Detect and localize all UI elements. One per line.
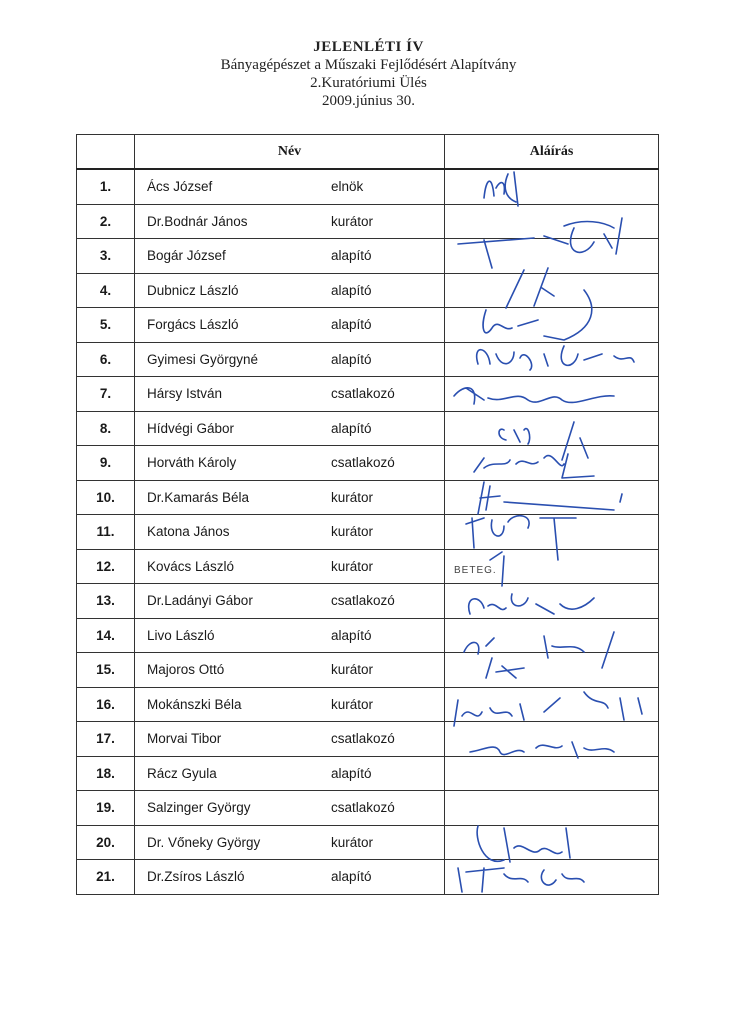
row-number: 9. [77, 446, 135, 481]
member-cell [135, 549, 445, 584]
meeting-name: 2.Kuratóriumi Ülés [310, 75, 427, 91]
member-role: kurátor [331, 524, 374, 539]
signature-cell [445, 342, 659, 377]
signature-cell [445, 618, 659, 653]
document-title: JELENLÉTI ÍV [313, 39, 424, 55]
member-name: Horváth Károly [147, 455, 237, 470]
signature-cell [445, 169, 659, 204]
member-role: alapító [331, 627, 372, 643]
member-role: csatlakozó [331, 455, 395, 470]
member-cell [135, 722, 445, 757]
table-row [77, 722, 659, 757]
member-cell [135, 756, 445, 791]
member-cell [135, 515, 445, 550]
table-row [77, 618, 659, 653]
meeting-date: 2009.június 30. [322, 93, 415, 109]
table-row [77, 446, 659, 481]
table-row [77, 584, 659, 619]
organization-name: Bányagépészet a Műszaki Fejlődésért Alapítvány [220, 57, 517, 73]
row-number: 16. [77, 687, 135, 722]
table-row [77, 515, 659, 550]
member-name: Rácz Gyula [147, 765, 217, 781]
row-number: 21. [77, 860, 135, 895]
table-row [77, 653, 659, 688]
member-cell [135, 169, 445, 204]
member-cell [135, 273, 445, 308]
signature-note-12: BETEG. [454, 565, 497, 576]
member-cell [135, 860, 445, 895]
signature-cell [445, 239, 659, 274]
row-number: 5. [77, 308, 135, 343]
row-number: 14. [77, 618, 135, 653]
signature-cell [445, 377, 659, 412]
number-column-header [77, 135, 135, 170]
table-row [77, 169, 659, 204]
member-role: csatlakozó [331, 731, 395, 746]
member-role: alapító [331, 869, 372, 884]
row-number: 15. [77, 653, 135, 688]
name-column-header: Név [135, 135, 445, 170]
member-cell [135, 239, 445, 274]
table-row [77, 239, 659, 274]
member-cell [135, 342, 445, 377]
member-role: kurátor [331, 662, 374, 677]
table-row [77, 377, 659, 412]
table-row [77, 204, 659, 239]
member-role: alapító [331, 282, 372, 298]
table-row [77, 791, 659, 826]
signature-cell [445, 308, 659, 343]
member-cell [135, 308, 445, 343]
member-name: Dr.Kamarás Béla [147, 489, 250, 505]
row-number: 11. [77, 515, 135, 550]
row-number: 10. [77, 480, 135, 515]
row-number: 6. [77, 342, 135, 377]
table-row [77, 480, 659, 515]
table-row [77, 342, 659, 377]
signature-column-header: Aláírás [445, 135, 659, 170]
member-role: kurátor [331, 213, 374, 229]
signature-cell [445, 480, 659, 515]
member-name: Majoros Ottó [147, 662, 225, 677]
signature-cell [445, 446, 659, 481]
member-role: csatlakozó [331, 800, 395, 815]
signature-cell [445, 825, 659, 860]
table-row [77, 549, 659, 584]
member-name: Mokánszki Béla [147, 696, 242, 712]
signature-cell [445, 791, 659, 826]
member-role: csatlakozó [331, 593, 395, 608]
signature-cell [445, 687, 659, 722]
member-cell [135, 446, 445, 481]
member-cell [135, 584, 445, 619]
row-number: 19. [77, 791, 135, 826]
member-name: Hársy István [147, 386, 223, 401]
member-role: alapító [331, 765, 372, 781]
member-cell [135, 377, 445, 412]
row-number: 4. [77, 273, 135, 308]
member-role: csatlakozó [331, 386, 395, 401]
signature-cell [445, 549, 659, 584]
signature-cell [445, 273, 659, 308]
member-role: kurátor [331, 834, 374, 850]
table-row [77, 273, 659, 308]
document-header [0, 38, 737, 110]
table-row [77, 756, 659, 791]
signature-cell [445, 584, 659, 619]
member-name: Forgács László [147, 317, 239, 332]
signature-cell [445, 860, 659, 895]
member-name: Ács József [147, 179, 213, 194]
member-name: Dr.Zsíros László [147, 869, 245, 884]
member-cell [135, 825, 445, 860]
member-role: alapító [331, 317, 372, 332]
row-number: 17. [77, 722, 135, 757]
member-role: alapító [331, 248, 372, 263]
table-header-row [77, 135, 659, 170]
member-name: Morvai Tibor [147, 731, 222, 746]
table-row [77, 687, 659, 722]
table-row [77, 860, 659, 895]
member-name: Dr.Bodnár János [147, 213, 248, 229]
row-number: 13. [77, 584, 135, 619]
row-number: 12. [77, 549, 135, 584]
table-row [77, 825, 659, 860]
member-name: Kovács László [147, 558, 235, 574]
row-number: 3. [77, 239, 135, 274]
member-name: Dr.Ladányi Gábor [147, 593, 253, 608]
row-number: 8. [77, 411, 135, 446]
member-role: kurátor [331, 558, 374, 574]
member-role: alapító [331, 351, 372, 367]
member-name: Livo László [147, 627, 215, 643]
row-number: 2. [77, 204, 135, 239]
member-name: Bogár József [147, 248, 226, 263]
member-role: elnök [331, 179, 364, 194]
table-row [77, 411, 659, 446]
row-number: 18. [77, 756, 135, 791]
member-role: kurátor [331, 696, 374, 712]
signature-cell [445, 411, 659, 446]
member-cell [135, 791, 445, 826]
member-cell [135, 653, 445, 688]
member-cell [135, 687, 445, 722]
member-name: Katona János [147, 524, 230, 539]
member-name: Hídvégi Gábor [147, 420, 235, 436]
signature-cell [445, 756, 659, 791]
member-role: kurátor [331, 489, 374, 505]
attendance-table [76, 134, 659, 895]
signature-cell [445, 515, 659, 550]
member-name: Dubnicz László [147, 282, 239, 298]
signature-cell [445, 722, 659, 757]
signature-cell [445, 653, 659, 688]
member-name: Gyimesi Györgyné [147, 351, 259, 367]
member-name: Salzinger György [147, 800, 251, 815]
member-cell [135, 411, 445, 446]
member-name: Dr. Vőneky György [147, 834, 261, 850]
row-number: 1. [77, 169, 135, 204]
member-cell [135, 480, 445, 515]
row-number: 20. [77, 825, 135, 860]
table-row [77, 308, 659, 343]
signature-cell [445, 204, 659, 239]
member-role: alapító [331, 420, 372, 436]
member-cell [135, 618, 445, 653]
member-cell [135, 204, 445, 239]
row-number: 7. [77, 377, 135, 412]
